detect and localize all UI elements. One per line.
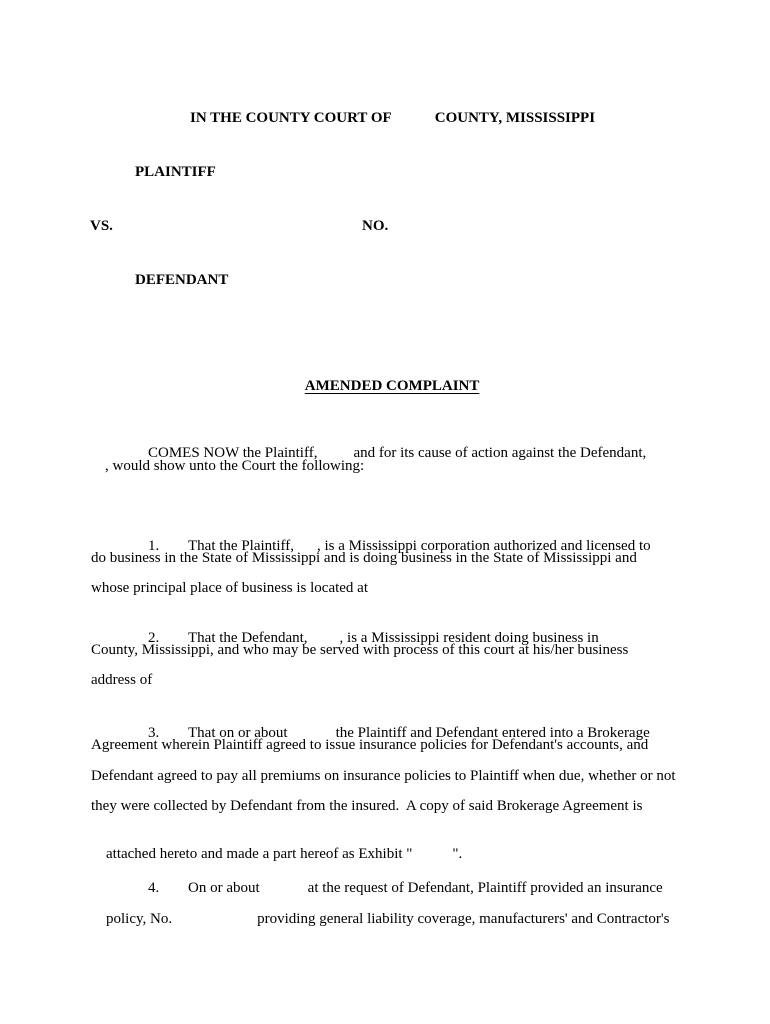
para1-seg-1: That the Plaintiff, <box>188 538 294 554</box>
para1-line-2: do business in the State of Mississippi and is doing business in the State of Mississippi and <box>91 550 637 566</box>
para3-seg-2: the Plaintiff and Defendant entered into a Brokerage <box>335 725 650 741</box>
para2-line-3: address of <box>91 672 153 688</box>
para4-number: 4. <box>148 880 160 896</box>
court-caption-post: COUNTY, MISSISSIPPI <box>434 110 596 126</box>
para3-line-4: they were collected by Defendant from the insured. A copy of said Brokerage Agreement is <box>91 798 643 814</box>
intro-seg-2: and for its cause of action against the Defendant, <box>353 445 647 461</box>
document-title-text: AMENDED COMPLAINT <box>304 378 480 394</box>
para1-seg-2: , is a Mississippi corporation authorized and licensed to <box>316 538 651 554</box>
para1-number: 1. <box>148 538 160 554</box>
para2-seg-2: , is a Mississippi resident doing business in <box>339 630 599 646</box>
policy-number-blank <box>172 922 257 923</box>
para3-line-3: Defendant agreed to pay all premiums on insurance policies to Plaintiff when due, whether or not <box>91 768 676 784</box>
para3-line-5-pre: attached hereto and made a part hereof as Exhibit " <box>106 846 413 862</box>
para2-line-2: County, Mississippi, and who may be served with process of this court at his/her business <box>91 642 629 658</box>
court-caption-pre: IN THE COUNTY COURT OF <box>190 110 392 126</box>
court-caption <box>175 91 595 145</box>
intro-line-2: , would show unto the Court the following: <box>105 458 365 474</box>
exhibit-letter-blank <box>412 857 452 858</box>
para2-seg-1: That the Defendant, <box>188 630 308 646</box>
para4-line-2-pre: policy, No. <box>106 911 173 927</box>
para4-line-2 <box>91 892 669 946</box>
plaintiff-label: PLAINTIFF <box>135 164 216 180</box>
para2-number: 2. <box>148 630 160 646</box>
para3-number: 3. <box>148 725 160 741</box>
document-title <box>0 359 770 413</box>
para3-seg-1: That on or about <box>188 725 288 741</box>
para4-seg-2: at the request of Defendant, Plaintiff provided an insurance <box>307 880 663 896</box>
intro-seg-1: COMES NOW the Plaintiff, <box>148 445 318 461</box>
para3-line-2: Agreement wherein Plaintiff agreed to issue insurance policies for Defendant's accounts, and <box>91 737 649 753</box>
para1-line-3: whose principal place of business is located at <box>91 580 369 596</box>
para4-seg-1: On or about <box>188 880 260 896</box>
county-name-blank <box>392 121 435 122</box>
case-no-label: NO. <box>362 218 389 234</box>
para4-line-2-post: providing general liability coverage, manufacturers' and Contractor's <box>257 911 670 927</box>
para3-line-5-post: ". <box>452 846 463 862</box>
vs-label: VS. <box>90 218 113 234</box>
defendant-label: DEFENDANT <box>135 272 229 288</box>
